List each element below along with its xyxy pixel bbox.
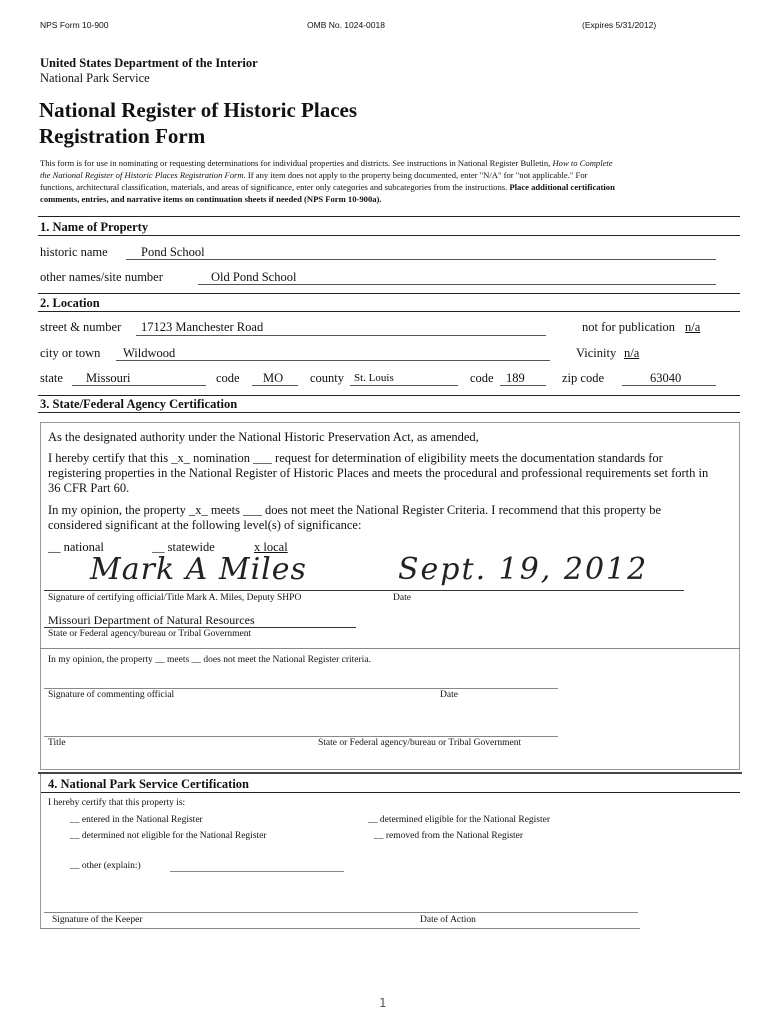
historic-name-value[interactable]: Pond School (141, 245, 205, 259)
vicinity-value[interactable]: n/a (624, 346, 640, 360)
underline (44, 688, 558, 689)
opt-other[interactable]: __ other (explain:) (70, 861, 141, 871)
underline (622, 385, 716, 386)
agency-label: State or Federal agency/bureau or Tribal Government (48, 629, 252, 639)
date2-label: Date (440, 690, 458, 700)
keeper-label: Signature of the Keeper (52, 915, 143, 925)
zip-label: zip code (562, 371, 604, 385)
street-label: street & number (40, 320, 122, 334)
agency-value[interactable]: Missouri Department of Natural Resources (48, 613, 255, 627)
rule (38, 412, 740, 413)
department: United States Department of the Interior (40, 56, 258, 70)
vicinity-label: Vicinity (576, 346, 617, 360)
level-local[interactable]: x local (254, 540, 288, 554)
underline (252, 385, 298, 386)
opinion-paragraph-1: In my opinion, the property _x_ meets ___ does not meet the National Register Criteria. I recommend that this property be (48, 503, 662, 517)
rule (40, 792, 740, 793)
rule (40, 648, 740, 649)
agency2-label: State or Federal agency/bureau or Tribal Government (318, 738, 522, 748)
county-label: county (310, 371, 345, 385)
rule (38, 772, 742, 774)
underline (72, 385, 206, 386)
nfp-label: not for publication (582, 320, 676, 334)
underline (44, 736, 558, 737)
intro-line-3: functions, architectural classification, materials, and areas of significance, enter only categories and subcategories from the instructions. Place additional certification (40, 182, 615, 192)
intro-line-1: This form is for use in nominating or requesting determinations for individual properties and districts. See instructions in National Register Bulletin, How to Complete (40, 158, 613, 168)
opt-not-eligible[interactable]: __ determined not eligible for the National Register (70, 831, 267, 841)
nr-opinion: In my opinion, the property __ meets __ does not meet the National Register criteria. (48, 655, 371, 665)
box-border (40, 774, 41, 928)
service: National Park Service (40, 71, 150, 85)
opinion-paragraph-2: considered significant at the following level(s) of significance: (48, 518, 362, 532)
nfp-value[interactable]: n/a (685, 320, 701, 334)
county-code-label: code (470, 371, 494, 385)
city-label: city or town (40, 346, 101, 360)
handwritten-date: Sept. 19, 2012 (398, 552, 649, 587)
cert-paragraph-4: 36 CFR Part 60. (48, 481, 130, 495)
rule (38, 235, 740, 236)
omb-number: OMB No. 1024-0018 (307, 20, 385, 30)
underline (126, 259, 716, 260)
underline (198, 284, 716, 285)
state-label: state (40, 371, 63, 385)
date-label: Date (393, 593, 411, 603)
section-3-heading: 3. State/Federal Agency Certification (40, 397, 238, 411)
level-statewide[interactable]: __ statewide (152, 540, 215, 554)
state-code-value[interactable]: MO (263, 371, 284, 385)
intro-line-4: comments, entries, and narrative items on continuation sheets if needed (NPS Form 10-900a). (40, 194, 382, 204)
underline (136, 335, 546, 336)
state-value[interactable]: Missouri (86, 371, 131, 385)
page-subtitle: Registration Form (39, 124, 206, 148)
zip-value[interactable]: 63040 (650, 371, 682, 385)
explain-line (170, 871, 344, 872)
opt-removed[interactable]: __ removed from the National Register (374, 831, 524, 841)
form-number: NPS Form 10-900 (40, 20, 109, 30)
other-names-label: other names/site number (40, 270, 163, 284)
expiration: (Expires 5/31/2012) (582, 20, 657, 30)
section-4-heading: 4. National Park Service Certification (48, 777, 249, 791)
county-value[interactable]: St. Louis (354, 372, 394, 384)
rule (38, 311, 740, 312)
page-title: National Register of Historic Places (39, 98, 358, 122)
page-number: 1 (379, 996, 387, 1010)
rule (38, 293, 740, 294)
historic-name-label: historic name (40, 245, 108, 259)
keeper-signature-line (44, 912, 638, 913)
cert-paragraph-3: registering properties in the National Register of Historic Places and meets the procedural and professional requirements set forth in (48, 466, 709, 480)
commenting-official-label: Signature of commenting official (48, 690, 175, 700)
sig-label: Signature of certifying official/Title Mark A. Miles, Deputy SHPO (48, 593, 302, 603)
title-label: Title (48, 738, 66, 748)
rule (38, 216, 740, 217)
keeper-intro: I hereby certify that this property is: (48, 798, 186, 808)
section-2-heading: 2. Location (40, 296, 100, 310)
underline (44, 627, 356, 628)
county-code-value[interactable]: 189 (506, 371, 525, 385)
underline (116, 360, 550, 361)
level-national[interactable]: __ national (48, 540, 104, 554)
underline (350, 385, 458, 386)
other-names-value[interactable]: Old Pond School (211, 270, 297, 284)
action-date-label: Date of Action (420, 915, 476, 925)
section-1-heading: 1. Name of Property (40, 220, 149, 234)
intro-line-2: the National Register of Historic Places Registration Form. If any item does not apply to the property being documented, enter "N/A" for "not applicable." For (40, 170, 588, 180)
opt-entered[interactable]: __ entered in the National Register (70, 815, 203, 825)
state-code-label: code (216, 371, 240, 385)
cert-paragraph-2: I hereby certify that this _x_ nomination ___ request for determination of eligibility meets the documentation standards for (48, 451, 663, 465)
cert-paragraph-1: As the designated authority under the National Historic Preservation Act, as amended, (48, 430, 479, 444)
city-value[interactable]: Wildwood (123, 346, 176, 360)
street-value[interactable]: 17123 Manchester Road (141, 320, 264, 334)
rule (38, 395, 740, 396)
opt-eligible[interactable]: __ determined eligible for the National Register (368, 815, 551, 825)
rule (40, 928, 640, 929)
certifying-signature: Mark A Miles (90, 552, 307, 587)
underline (500, 385, 546, 386)
signature-line (44, 590, 684, 591)
